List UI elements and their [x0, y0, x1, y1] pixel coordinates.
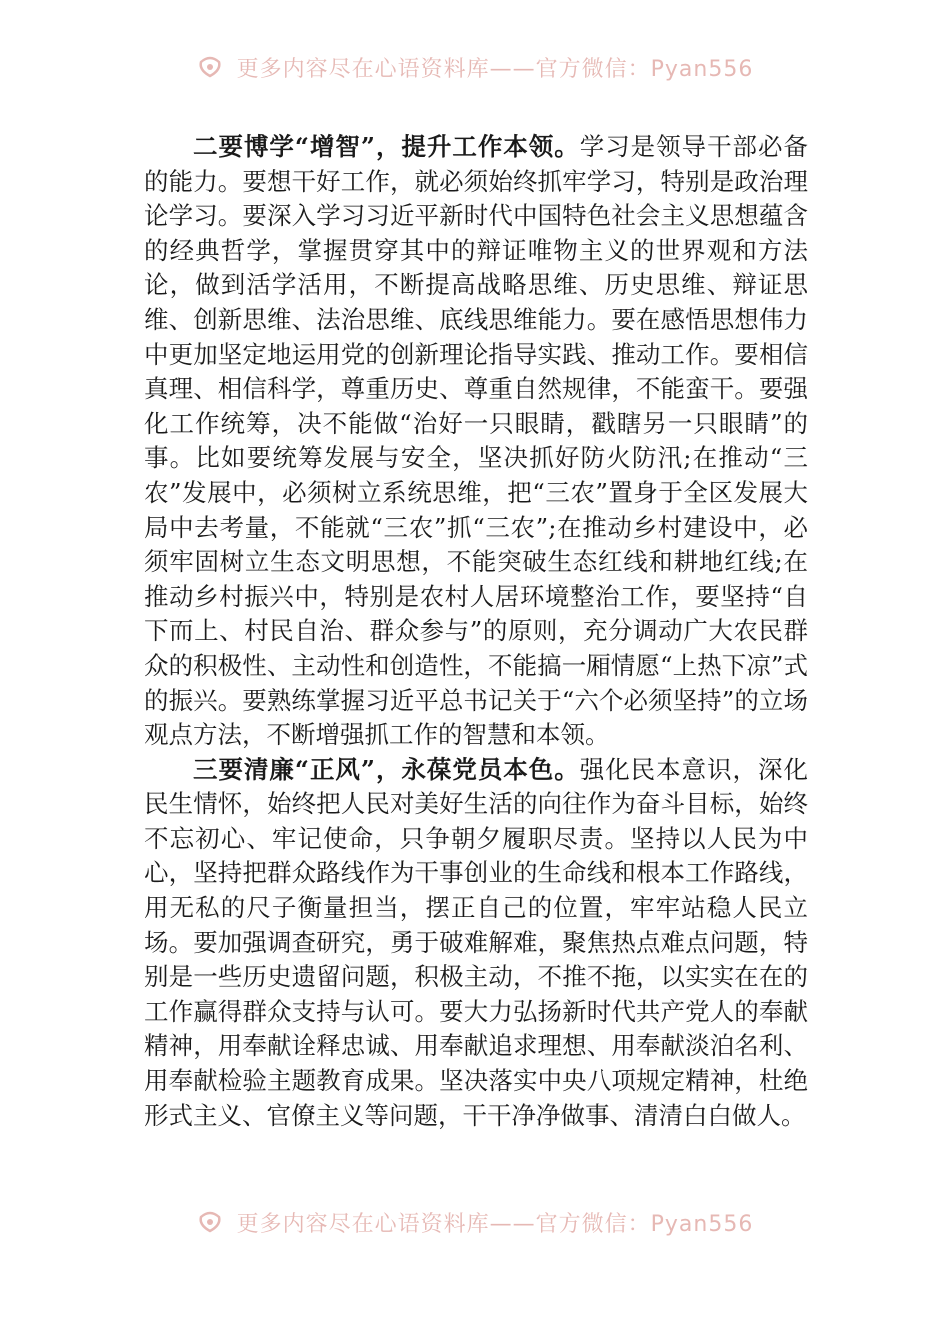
paragraph-heading: 二要博学“增智”，提升工作本领。: [193, 132, 580, 161]
paragraph-text: 学习是领导干部必备的能力。要想干好工作，就必须始终抓牢学习，特别是政治理论学习。要深入学习习近平新时代中国特色社会主义思想蕴含的经典哲学，掌握贯穿其中的辩证唯物主义的世界观和方法论，做到活学活用，不断提高战略思维、历史思维、辩证思维、创新思维、法治思维、底线思维能力。要在感悟思想伟力中更加坚定地运用党的创新理论指导实践、推动工作。要相信真理、相信科学，尊重历史、尊重自然规律，不能蛮干。要强化工作统筹，决不能做“治好一只眼睛，戳瞎另一只眼睛”的事。比如要统筹发展与安全，坚决抓好防火防汛;在推动“三农”发展中，必须树立系统思维，把“三农”置身于全区发展大局中去考量，不能就“三农”抓“三农”;在推动乡村建设中，必须牢固树立生态文明思想，不能突破生态红线和耕地红线;在推动乡村振兴中，特别是农村人居环境整治工作，要坚持“自下而上、村民自治、群众参与”的原则，充分调动广大农民群众的积极性、主动性和创造性，不能搞一厢情愿“上热下凉”式的振兴。要熟练掌握习近平总书记关于“六个必须坚持”的立场观点方法，不断增强抓工作的智慧和本领。: [144, 132, 809, 750]
document-body: [144, 130, 808, 1133]
logo-icon: [197, 1211, 223, 1239]
header-watermark-text: 更多内容尽在心语资料库——官方微信：Pyan556: [236, 57, 754, 82]
paragraph-heading: 三要清廉“正风”，永葆党员本色。: [193, 754, 580, 784]
header-watermark: [0, 52, 950, 84]
paragraph-3: [144, 753, 808, 1134]
paragraph-text: 强化民本意识，深化民生情怀，始终把人民对美好生活的向往作为奋斗目标，始终不忘初心、牢记使命，只争朝夕履职尽责。坚持以人民为中心，坚持把群众路线作为干事创业的生命线和根本工作路线，用无私的尺子衡量担当，摆正自己的位置，牢牢站稳人民立场。要加强调查研究，勇于破难解难，聚焦热点难点问题，特别是一些历史遗留问题，积极主动，不推不拖，以实实在在的工作赢得群众支持与认可。要大力弘扬新时代共产党人的奉献精神，用奉献诠释忠诚、用奉献追求理想、用奉献淡泊名利、用奉献检验主题教育成果。坚决落实中央八项规定精神，杜绝形式主义、官僚主义等问题，干干净净做事、清清白白做人。: [144, 754, 809, 1130]
footer-watermark: [0, 1207, 950, 1239]
footer-watermark-text: 更多内容尽在心语资料库——官方微信：Pyan556: [236, 1212, 754, 1237]
logo-icon: [197, 56, 223, 84]
paragraph-2: [144, 130, 808, 753]
